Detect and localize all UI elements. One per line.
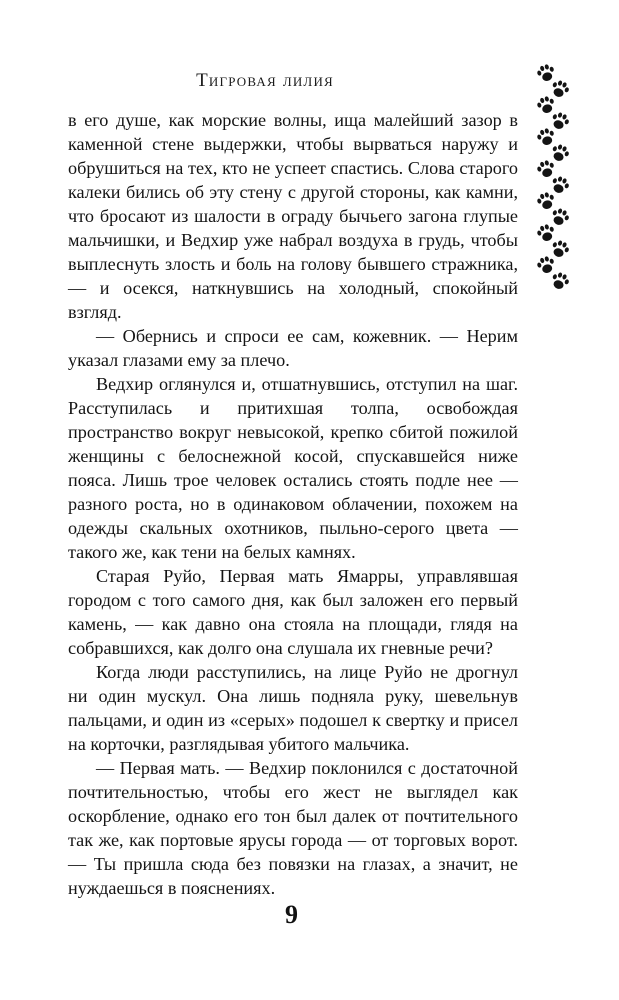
paw-print-trail bbox=[533, 62, 571, 292]
body-text bbox=[68, 108, 518, 900]
page-number: 9 bbox=[285, 900, 298, 929]
paragraph: — Первая мать. — Ведхир поклонился с достаточной почтительностью, чтобы его жест не выглядел как оскорбление, однако его тон был далек от почтительного так же, как портовые ярусы города — от торговых ворот. — Ты пришла сюда без повязки на глазах, а значит, не нуждаешься в пояснениях. bbox=[68, 758, 518, 898]
running-title: Тигровая лилия bbox=[196, 70, 334, 91]
paragraph: Когда люди расступились, на лице Руйо не дрогнул ни один мускул. Она лишь подняла руку, шевельнув пальцами, и один из «серых» подошел к свертку и присел на корточки, разглядывая убитого мальчика. bbox=[68, 662, 518, 754]
paragraph: Старая Руйо, Первая мать Ямарры, управлявшая городом с того самого дня, как был заложен его первый камень, — как давно она стояла на площади, глядя на собравшихся, как долго она слушала их гневные речи? bbox=[68, 566, 518, 658]
paragraph: в его душе, как морские волны, ища малейший зазор в каменной стене выдержки, чтобы вырваться наружу и обрушиться на тех, кто не успеет спастись. Слова старого калеки бились об эту стену с другой стороны, как камни, что бросают из шалости в ограду бычьего загона глупые мальчишки, и Ведхир уже набрал воздуха в грудь, чтобы выплеснуть злость и боль на голову бывшего стражника, — и осекся, наткнувшись на холодный, спокойный взгляд. bbox=[68, 110, 518, 322]
paragraph: Ведхир оглянулся и, отшатнувшись, отступил на шаг. Расступилась и притихшая толпа, освобождая пространство вокруг невысокой, крепко сбитой пожилой женщины с белоснежной косой, спускавшейся ниже пояса. Лишь трое человек остались стоять подле нее — разного роста, но в одинаковом облачении, похожем на одежды скальных охотников, пыльно-серого цвета — такого же, как тени на белых камнях. bbox=[68, 374, 518, 562]
paragraph: — Обернись и спроси ее сам, кожевник. — Нерим указал глазами ему за плечо. bbox=[68, 326, 518, 370]
